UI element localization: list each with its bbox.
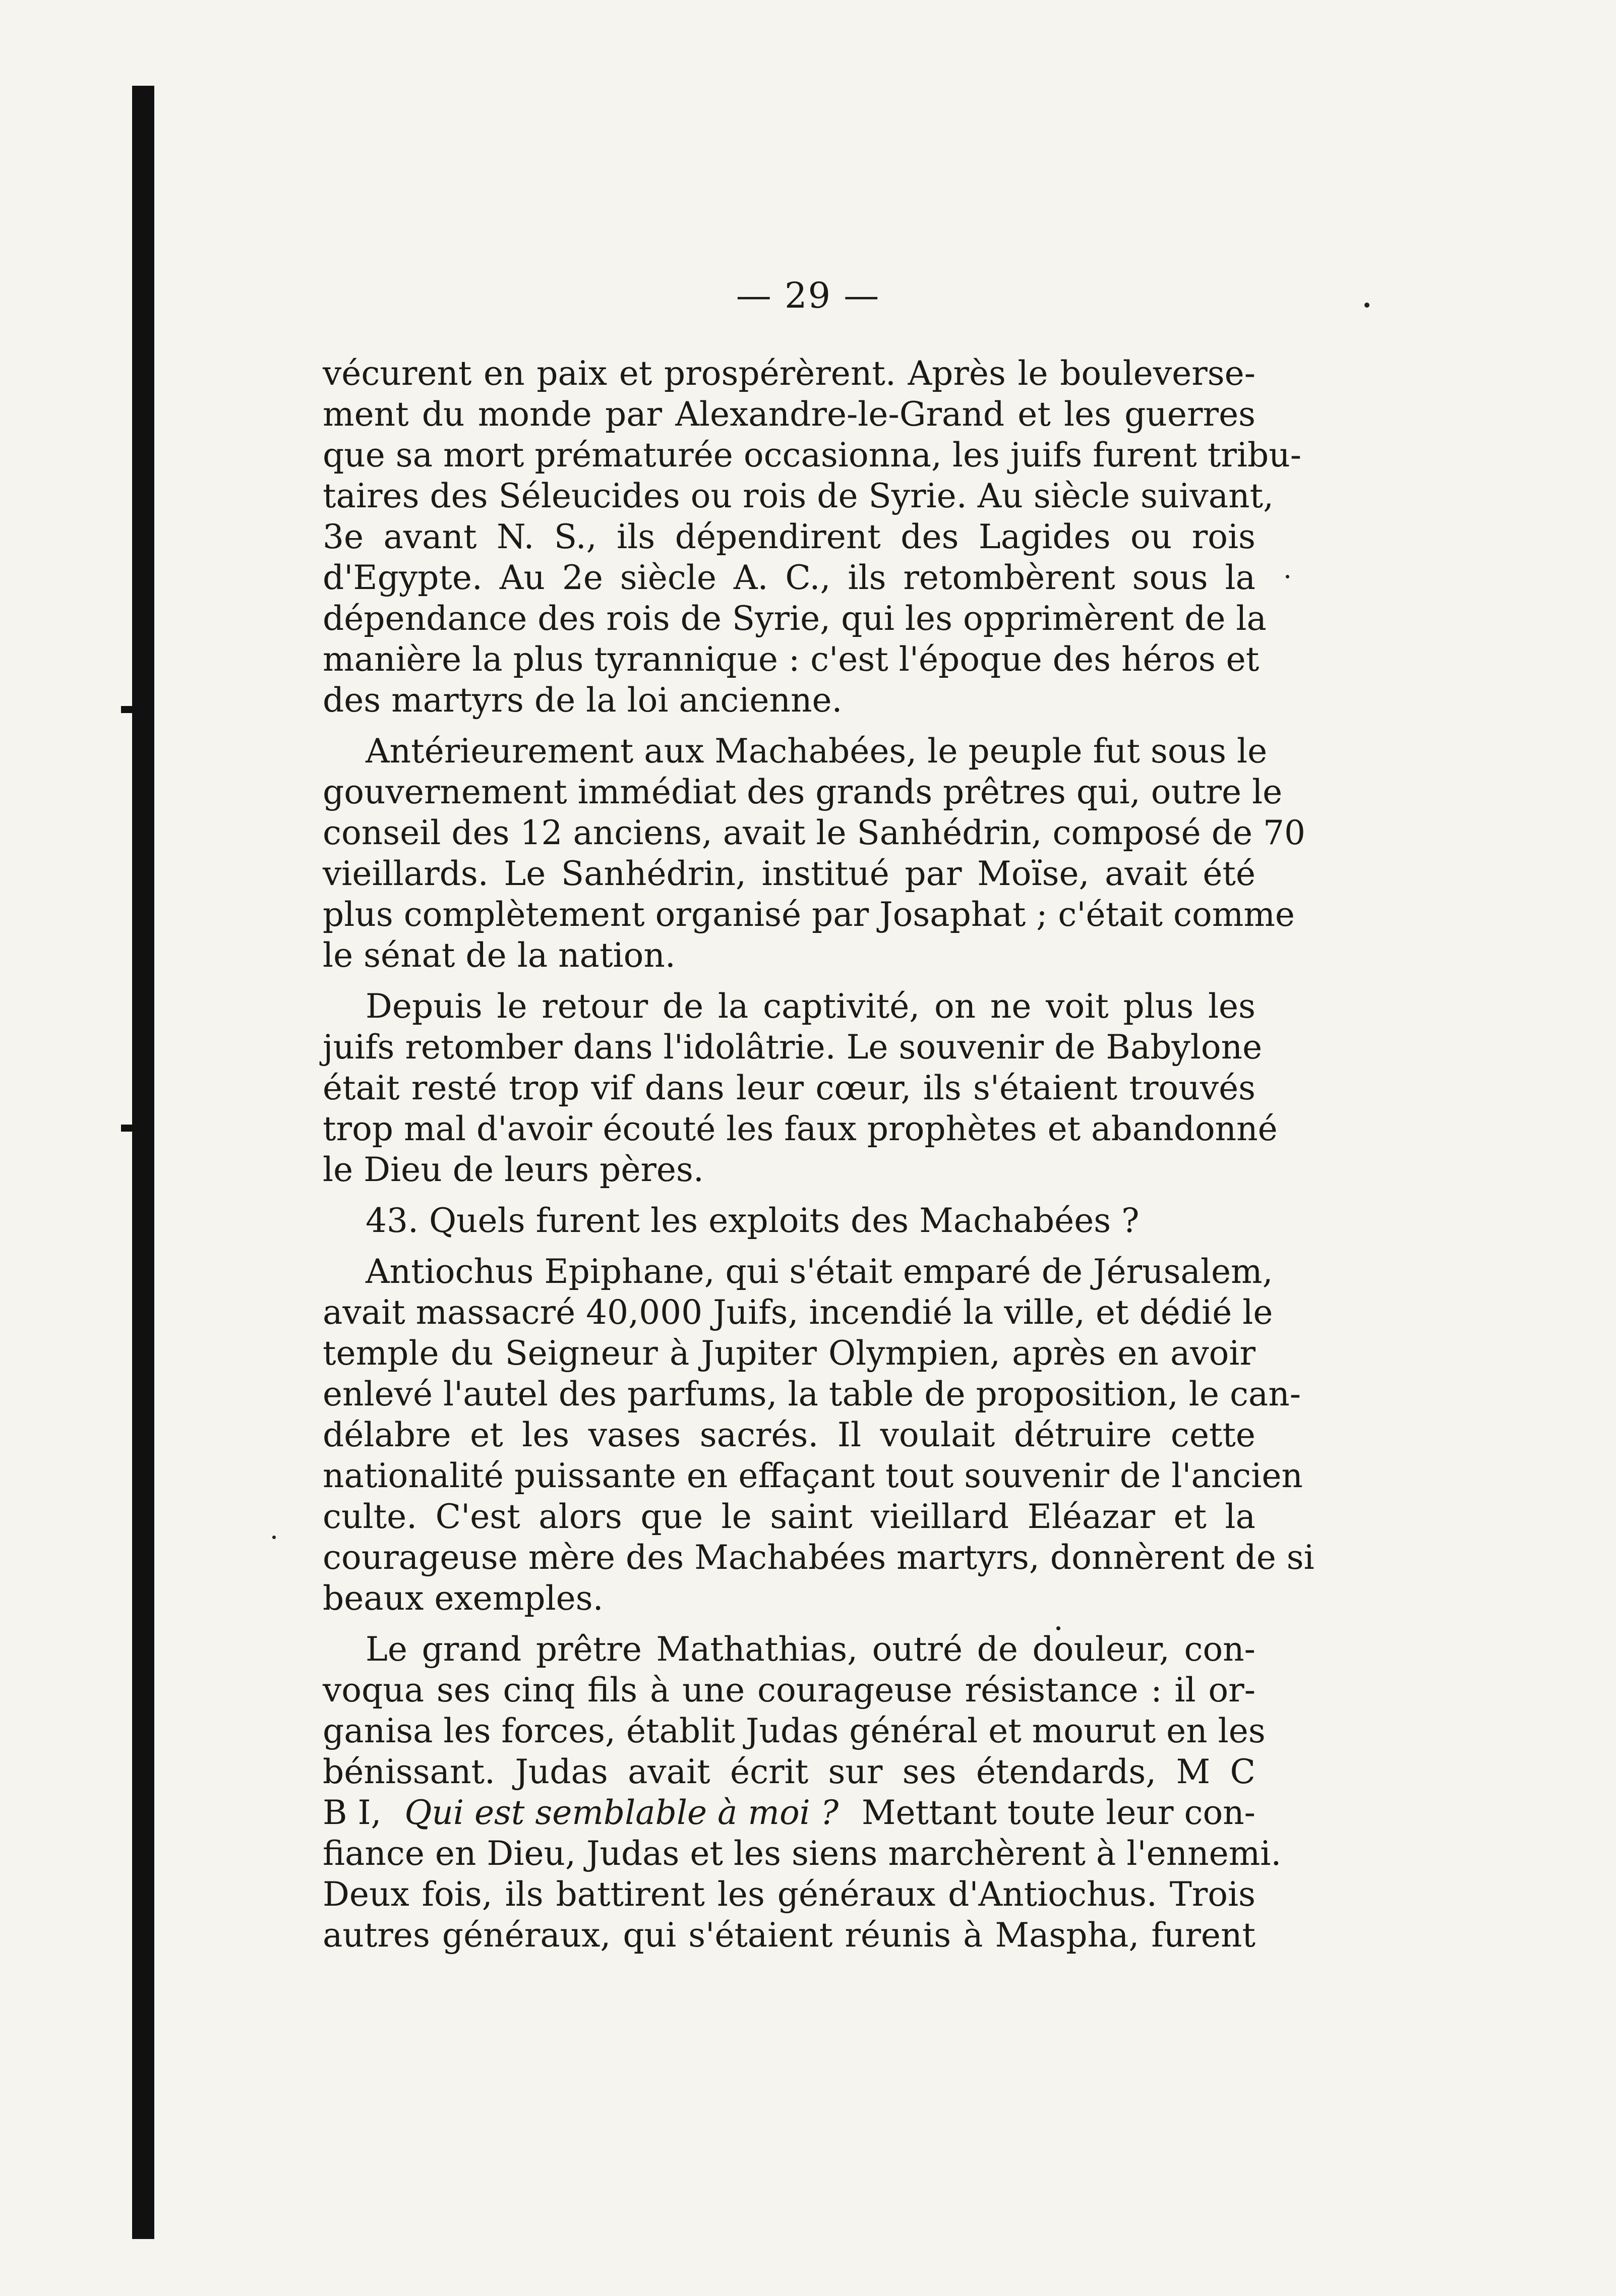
text-line: trop mal d'avoir écouté les faux prophètes et abandonné xyxy=(323,1109,1278,1148)
binding-mark xyxy=(121,1125,141,1132)
text-line: dépendance des rois de Syrie, qui les opprimèrent de la xyxy=(323,599,1267,638)
text-line: culte. C'est alors que le saint vieillard Eléazar et la xyxy=(323,1497,1255,1536)
text-line: taires des Séleucides ou rois de Syrie. Au siècle suivant, xyxy=(323,477,1274,515)
speck xyxy=(1286,575,1289,578)
paragraph xyxy=(323,986,1278,1190)
text-line: courageuse mère des Machabées martyrs, donnèrent de si xyxy=(323,1538,1314,1577)
text-line: fiance en Dieu, Judas et les siens marchèrent à l'ennemi. xyxy=(323,1834,1282,1873)
text-line: 3e avant N. S., ils dépendirent des Lagides ou rois xyxy=(323,517,1255,556)
text-line: Antérieurement aux Machabées, le peuple fut sous le xyxy=(366,732,1268,771)
text-line: autres généraux, qui s'étaient réunis à Maspha, furent xyxy=(323,1916,1255,1955)
text-line: ganisa les forces, établit Judas général et mourut en les xyxy=(323,1712,1266,1750)
text-line: temple du Seigneur à Jupiter Olympien, après en avoir xyxy=(323,1334,1255,1373)
text-line: manière la plus tyrannique : c'est l'époque des héros et xyxy=(323,640,1260,679)
text-fragment: B I, xyxy=(323,1793,382,1832)
question-line: 43. Quels furent les exploits des Machabées ? xyxy=(366,1201,1140,1240)
text-line: bénissant. Judas avait écrit sur ses étendards, M C xyxy=(323,1752,1255,1791)
text-line: des martyrs de la loi ancienne. xyxy=(323,681,843,720)
text-line: Antiochus Epiphane, qui s'était emparé de Jérusalem, xyxy=(366,1252,1273,1291)
paragraph xyxy=(323,1629,1282,1956)
question-heading xyxy=(323,1200,1255,1241)
text-line: plus complètement organisé par Josaphat ; c'était comme xyxy=(323,895,1295,934)
text-line: le Dieu de leurs pères. xyxy=(323,1150,704,1189)
binding-edge xyxy=(132,86,154,2239)
text-line: Le grand prêtre Mathathias, outré de douleur, con- xyxy=(366,1630,1255,1669)
paragraph xyxy=(323,353,1302,721)
paragraph xyxy=(323,731,1305,976)
paragraph xyxy=(323,1251,1314,1619)
text-line: le sénat de la nation. xyxy=(323,936,676,975)
page-number: — 29 — xyxy=(736,275,880,316)
text-line: que sa mort prématurée occasionna, les juifs furent tribu- xyxy=(323,436,1302,475)
text-line: ment du monde par Alexandre-le-Grand et les guerres xyxy=(323,395,1255,434)
text-line: vieillards. Le Sanhédrin, institué par Moïse, avait été xyxy=(323,854,1255,893)
body-text xyxy=(323,353,1314,1956)
text-line: Deux fois, ils battirent les généraux d'Antiochus. Trois xyxy=(323,1875,1255,1914)
text-line: était resté trop vif dans leur cœur, ils s'étaient trouvés xyxy=(323,1069,1255,1107)
text-line: enlevé l'autel des parfums, la table de proposition, le can- xyxy=(323,1375,1301,1414)
text-line: gouvernement immédiat des grands prêtres qui, outre le xyxy=(323,773,1283,811)
text-line: vécurent en paix et prospérèrent. Après le bouleverse- xyxy=(323,354,1255,393)
text-line: voqua ses cinq fils à une courageuse résistance : il or- xyxy=(323,1671,1255,1710)
text-line: d'Egypte. Au 2e siècle A. C., ils retombèrent sous la xyxy=(323,558,1255,597)
text-line: Depuis le retour de la captivité, on ne voit plus les xyxy=(366,987,1255,1026)
speck xyxy=(272,1536,276,1539)
text-line-mixed xyxy=(323,1792,1255,1833)
text-fragment: Mettant toute leur con- xyxy=(861,1793,1255,1832)
text-line: conseil des 12 anciens, avait le Sanhédrin, composé de 70 xyxy=(323,813,1305,852)
text-line: avait massacré 40,000 Juifs, incendié la ville, et dédié le xyxy=(323,1293,1273,1332)
italic-quote: Qui est semblable à moi ? xyxy=(404,1793,839,1832)
text-line: juifs retomber dans l'idolâtrie. Le souvenir de Babylone xyxy=(323,1028,1263,1067)
text-line: beaux exemples. xyxy=(323,1579,604,1618)
text-line: nationalité puissante en effaçant tout souvenir de l'ancien xyxy=(323,1456,1303,1495)
binding-mark xyxy=(121,706,141,713)
text-line: délabre et les vases sacrés. Il voulait détruire cette xyxy=(323,1416,1255,1454)
